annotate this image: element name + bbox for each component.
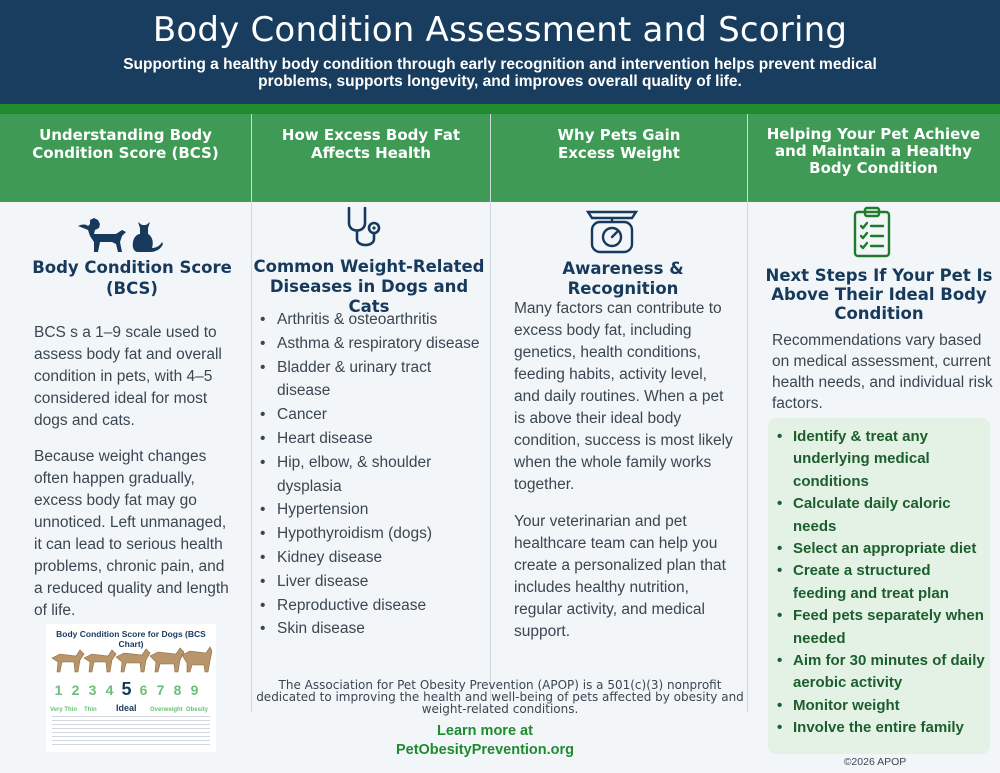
list-item: • Hypothyroidism (dogs) xyxy=(258,522,484,546)
diseases-section-title: Common Weight-Related Diseases in Dogs and Cats xyxy=(253,257,485,316)
bcs-score-row xyxy=(50,679,212,700)
bcs-score: 8 xyxy=(173,682,182,698)
bcs-category: Overweight xyxy=(150,707,183,713)
bcs-chart-fine-print xyxy=(52,716,210,746)
column-heading-bcs: Understanding Body Condition Score (BCS) xyxy=(0,114,251,202)
list-item: • Create a structured feeding and treat plan xyxy=(774,560,986,605)
bcs-category: Very Thin xyxy=(50,707,78,713)
list-item: • Skin disease xyxy=(258,617,484,641)
weighing-scale-icon xyxy=(585,206,639,254)
list-item: • Liver disease xyxy=(258,570,484,594)
list-item: • Asthma & respiratory disease xyxy=(258,332,484,356)
awareness-paragraph: Your veterinarian and pet healthcare team can help you create a personalized plan that includes healthy nutrition, regular activity, and medical support. xyxy=(514,513,726,640)
website-link[interactable] xyxy=(330,722,640,760)
list-item: • Calculate daily caloric needs xyxy=(774,493,986,538)
next-steps-list xyxy=(774,426,986,740)
list-item: • Arthritis & osteoarthritis xyxy=(258,308,484,332)
bcs-score: 4 xyxy=(105,682,114,698)
column-divider xyxy=(251,114,252,712)
list-item: • Kidney disease xyxy=(258,546,484,570)
bcs-section-title: Body Condition Score (BCS) xyxy=(32,258,232,298)
list-item: • Hip, elbow, & shoulder dysplasia xyxy=(258,451,484,499)
page-subtitle: Supporting a healthy body condition through early recognition and intervention helps prevent medical problems, supports longevity, and improves overall quality of life. xyxy=(123,56,877,90)
header-divider-strip xyxy=(0,104,1000,114)
list-item: • Aim for 30 minutes of daily aerobic activity xyxy=(774,650,986,695)
column-divider xyxy=(490,114,491,712)
column-divider xyxy=(747,114,748,712)
header-banner xyxy=(0,0,1000,104)
bcs-score-ideal: 5 xyxy=(121,679,132,699)
bcs-score: 1 xyxy=(54,682,63,698)
bcs-category-row xyxy=(50,703,214,713)
bcs-score: 7 xyxy=(156,682,165,698)
page-title: Body Condition Assessment and Scoring xyxy=(152,10,848,50)
next-steps-intro: Recommendations vary based on medical assessment, current health needs, and individual risk factors. xyxy=(772,332,993,412)
website-link-label: Learn more at xyxy=(437,723,533,739)
bcs-description xyxy=(34,322,236,636)
website-link-url[interactable]: PetObesityPrevention.org xyxy=(395,742,575,758)
bcs-chart-thumbnail xyxy=(46,624,216,752)
dog-and-cat-icon xyxy=(76,212,164,254)
list-item: • Reproductive disease xyxy=(258,594,484,618)
list-item: • Monitor weight xyxy=(774,695,986,717)
awareness-paragraph: Many factors can contribute to excess body fat, including genetics, health conditions, feeding habits, activity level, and daily routines. When a pet is above their ideal body condition, success is most likely when the whole family works together. xyxy=(514,300,733,493)
list-item: • Cancer xyxy=(258,403,484,427)
bcs-chart-title: Body Condition Score for Dogs (BCS Chart) xyxy=(56,629,206,649)
list-item: • Hypertension xyxy=(258,498,484,522)
list-item: • Select an appropriate diet xyxy=(774,538,986,560)
list-item: • Identify & treat any underlying medical conditions xyxy=(774,426,986,493)
dog-silhouettes-image xyxy=(50,642,212,678)
column-heading-health: How Excess Body Fat Affects Health xyxy=(251,114,491,202)
bcs-paragraph: Because weight changes often happen gradually, excess body fat may go unnoticed. Left unmanaged, it can lead to serious health problems, chronic pain, and a reduced quality and length of life. xyxy=(34,448,229,619)
column-heading-weight-gain: Why Pets Gain Excess Weight xyxy=(491,114,747,202)
bcs-paragraph: BCS s a 1–9 scale used to assess body fat and overall condition in pets, with 4–5 considered ideal for most dogs and cats. xyxy=(34,324,222,429)
next-steps-section-title: Next Steps If Your Pet Is Above Their Ideal Body Condition xyxy=(765,266,993,323)
list-item: • Heart disease xyxy=(258,427,484,451)
list-item: • Feed pets separately when needed xyxy=(774,605,986,650)
bcs-score: 9 xyxy=(190,682,199,698)
bcs-score: 2 xyxy=(71,682,80,698)
organization-about-text: The Association for Pet Obesity Prevention (APOP) is a 501(c)(3) nonprofit dedicated to improving the health and well-being of pets affected by obesity and weight-related conditions. xyxy=(256,678,744,716)
bcs-score: 6 xyxy=(139,682,148,698)
bcs-category: Obesity xyxy=(186,707,209,713)
clipboard-checklist-icon xyxy=(852,205,892,259)
bcs-score: 3 xyxy=(88,682,97,698)
list-item: • Involve the entire family xyxy=(774,717,986,739)
column-heading-healthy-body: Helping Your Pet Achieve and Maintain a Healthy Body Condition xyxy=(747,114,1000,202)
bcs-category-ideal: Ideal xyxy=(116,703,137,713)
awareness-section-title: Awareness & Recognition xyxy=(562,259,684,298)
copyright-notice: ©2026 APOP xyxy=(843,756,907,768)
disease-list xyxy=(258,308,484,641)
awareness-description xyxy=(514,298,736,657)
stethoscope-icon xyxy=(344,205,386,251)
list-item: • Bladder & urinary tract disease xyxy=(258,356,484,404)
bcs-category: Thin xyxy=(84,707,97,713)
